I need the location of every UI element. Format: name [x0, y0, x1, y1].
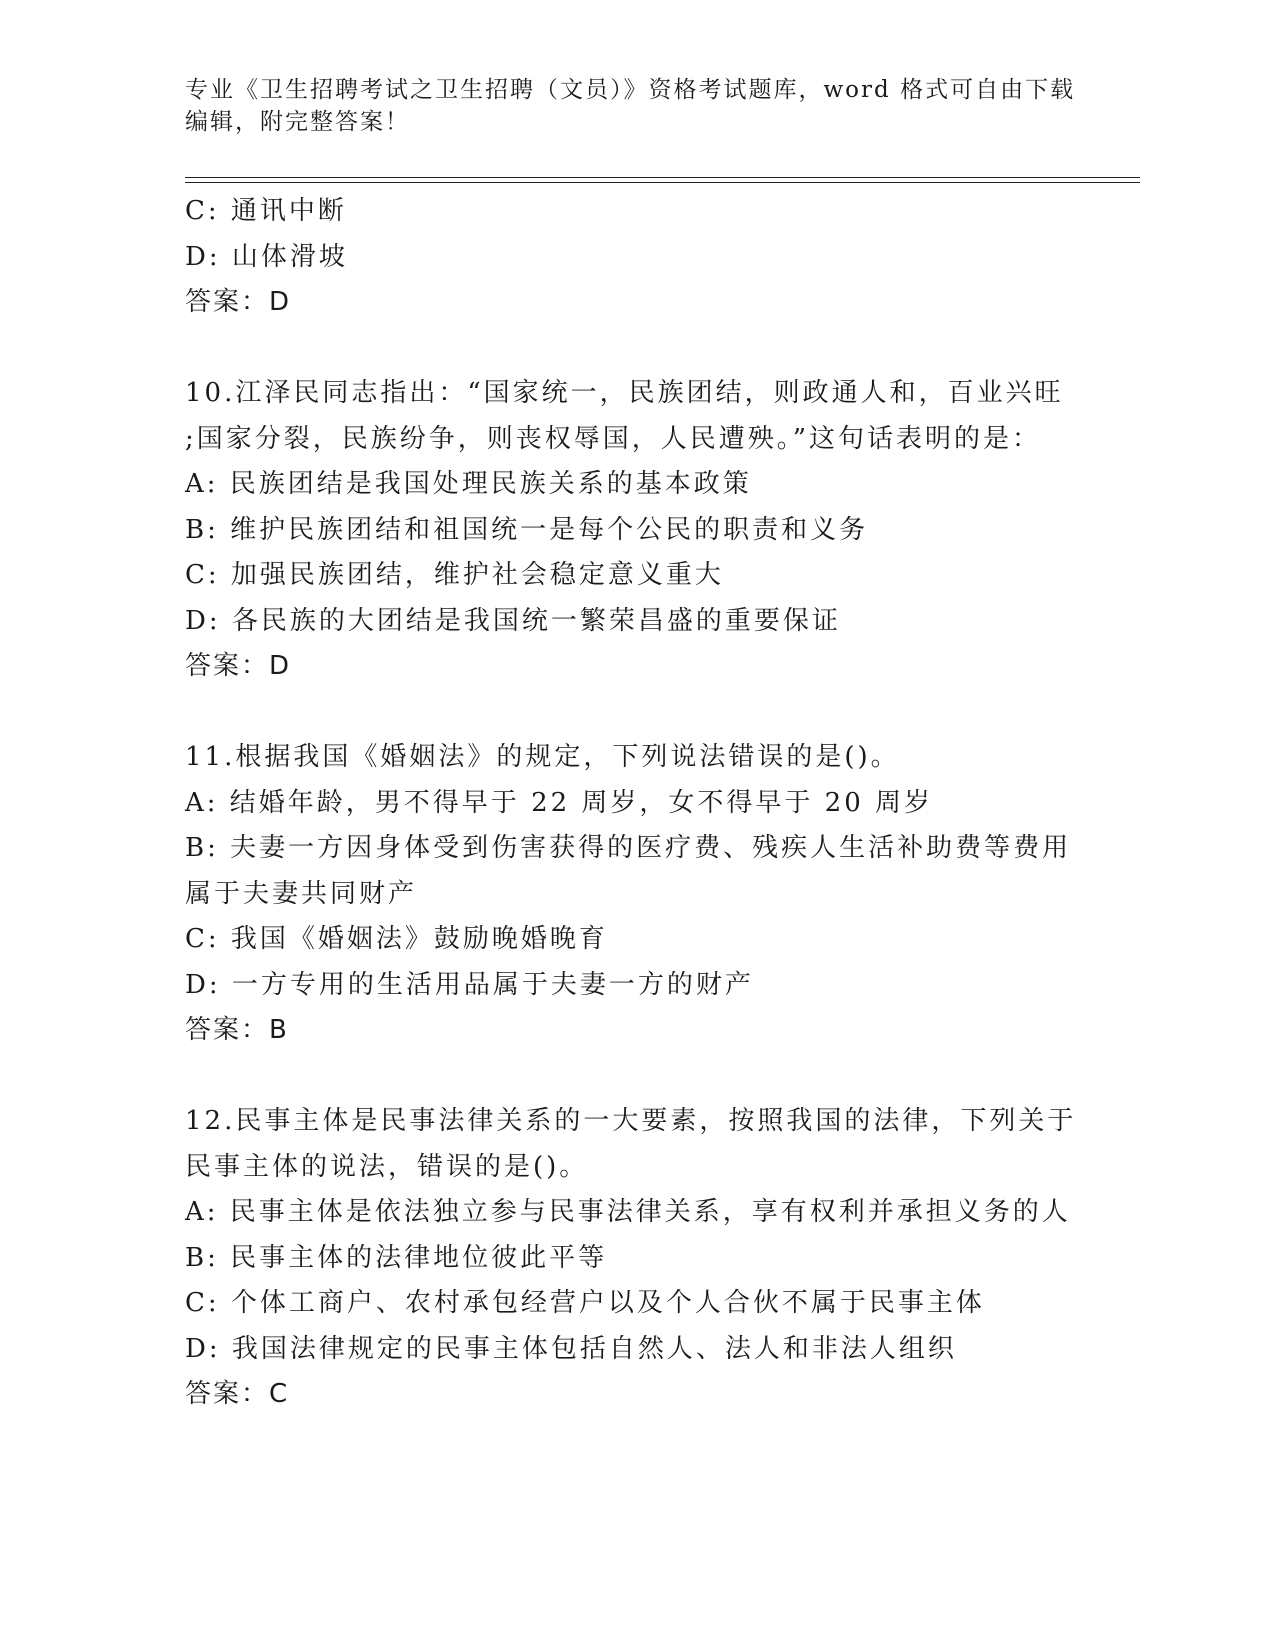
option-d: D: 山体滑坡 [185, 241, 348, 272]
question-stem: 10.江泽民同志指出：“国家统一，民族团结，则政通人和，百业兴旺 [185, 378, 1064, 408]
option-c: C: 加强民族团结，维护社会稳定意义重大 [185, 560, 724, 590]
header-line-2: 编辑，附完整答案！ [185, 109, 410, 135]
question-10 [185, 371, 1085, 690]
question-stem: 12.民事主体是民事法律关系的一大要素，按照我国的法律，下列关于 [185, 1106, 1077, 1136]
option-d: D: 一方专用的生活用品属于夫妻一方的财产 [185, 969, 754, 1000]
answer: 答案：D [185, 287, 292, 317]
question-stem-continued: 民事主体的说法，错误的是()。 [185, 1151, 589, 1182]
header-line-1: 专业《卫生招聘考试之卫生招聘（文员）》资格考试题库，word 格式可自由下载 [185, 77, 1076, 103]
question-12 [185, 1099, 1085, 1418]
header-divider-bottom [185, 182, 1140, 183]
spacer [185, 326, 1085, 372]
option-c: C: 通讯中断 [185, 196, 347, 226]
option-b: B: 民事主体的法律地位彼此平等 [185, 1242, 608, 1273]
option-a: A: 结婚年龄，男不得早于 22 周岁，女不得早于 20 周岁 [185, 787, 934, 818]
question-list [185, 189, 1085, 1418]
option-a: A: 民事主体是依法独立参与民事法律关系，享有权利并承担义务的人 [185, 1197, 1071, 1227]
option-d: D: 各民族的大团结是我国统一繁荣昌盛的重要保证 [185, 605, 841, 636]
answer: 答案：D [185, 651, 292, 681]
spacer [185, 1054, 1085, 1100]
option-b: B: 夫妻一方因身体受到伤害获得的医疗费、残疾人生活补助费等费用 [185, 833, 1072, 863]
option-c: C: 我国《婚姻法》鼓励晚婚晚育 [185, 924, 608, 954]
answer: 答案：B [185, 1015, 289, 1045]
question-stem: 11.根据我国《婚姻法》的规定，下列说法错误的是()。 [185, 742, 900, 772]
header-divider-top [185, 177, 1140, 178]
question-9 [185, 189, 1085, 326]
option-d: D: 我国法律规定的民事主体包括自然人、法人和非法人组织 [185, 1333, 957, 1364]
option-b: B: 维护民族团结和祖国统一是每个公民的职责和义务 [185, 514, 869, 545]
question-11 [185, 735, 1085, 1054]
option-a: A: 民族团结是我国处理民族关系的基本政策 [185, 469, 752, 499]
spacer [185, 690, 1085, 736]
question-stem-continued: ;国家分裂，民族纷争，则丧权辱国，人民遭殃。”这句话表明的是： [185, 423, 1042, 454]
option-b-continued: 属于夫妻共同财产 [185, 878, 418, 909]
answer: 答案：C [185, 1379, 290, 1409]
option-c: C: 个体工商户、农村承包经营户以及个人合伙不属于民事主体 [185, 1288, 985, 1318]
page-header [185, 74, 1085, 138]
